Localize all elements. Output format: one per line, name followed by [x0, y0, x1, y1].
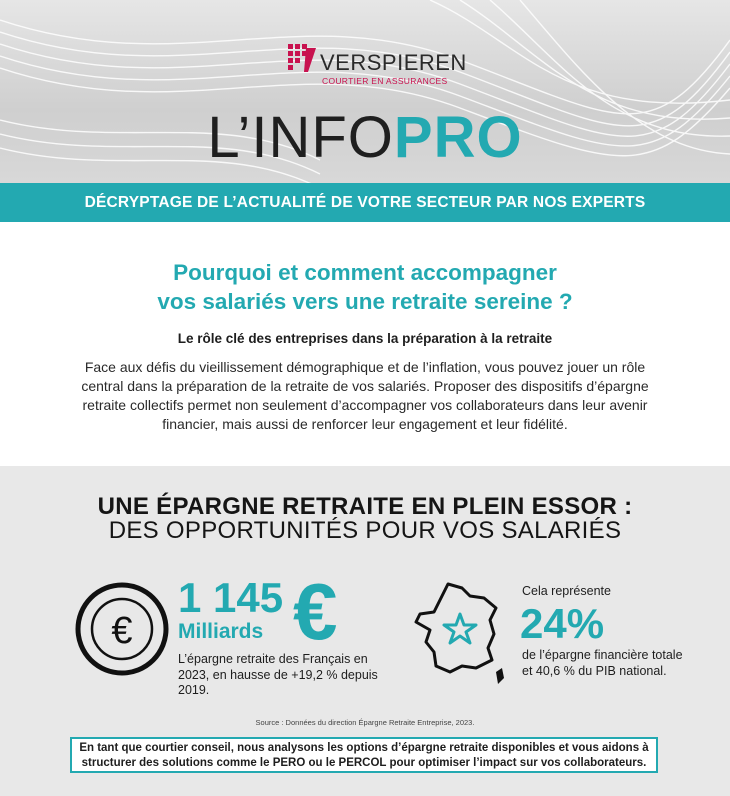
stat1-description: L’épargne retraite des Français en 2023, en hausse de +19,2 % depuis 2019. [178, 652, 378, 697]
logo-mark-icon [286, 42, 318, 74]
stat1-currency-symbol: € [293, 567, 338, 656]
verspieren-logo [286, 42, 467, 90]
svg-text:€: € [111, 610, 133, 652]
stat2-prefix: Cela représente [522, 584, 611, 598]
logo-tagline: COURTIER EN ASSURANCES [322, 76, 448, 86]
brand-title-light: L’INFO [207, 105, 394, 170]
logo-name: VERSPIEREN [320, 50, 467, 75]
advisor-callout: En tant que courtier conseil, nous analysons les options d’épargne retraite disponibles et vous aidons à structurer des solutions comme le PERO ou le PERCOL pour optimiser l’impact sur vos collaborateurs. [70, 737, 658, 773]
stat1-unit: Milliards [178, 620, 264, 643]
stat1-value: 1 145 [178, 574, 284, 621]
article-title-line-2: vos salariés vers une retraite sereine ? [157, 289, 573, 314]
article-title-line-1: Pourquoi et comment accompagner [173, 260, 557, 285]
brand-title [0, 105, 730, 170]
france-map-icon [410, 578, 510, 688]
stat2-value: 24% [520, 600, 605, 647]
article-title [0, 258, 730, 316]
article-subtitle: Le rôle clé des entreprises dans la préparation à la retraite [177, 331, 553, 346]
brand-title-bold: PRO [393, 105, 523, 170]
section-heading-bold: UNE ÉPARGNE RETRAITE EN PLEIN ESSOR : [97, 493, 633, 520]
tagline-banner: DÉCRYPTAGE DE L’ACTUALITÉ DE VOTRE SECTEUR PAR NOS EXPERTS [0, 183, 730, 222]
intro-paragraph: Face aux défis du vieillissement démographique et de l’inflation, vous pouvez jouer un rôle central dans la préparation de la retraite de vos salariés. Proposer des dispositifs d’épargne retraite collectifs permet non seulement d’accompagner vos collaborateurs dans leur avenir financier, mais aussi de renforcer leur engagement et leur fidélité. [81, 359, 649, 432]
section-heading-light: DES OPPORTUNITÉS POUR VOS SALARIÉS [108, 517, 622, 544]
euro-coin-icon [74, 581, 170, 677]
stat2-description: de l’épargne financière totale et 40,6 % du PIB national. [522, 648, 683, 678]
header [0, 0, 730, 183]
source-note: Source : Données du direction Épargne Retraite Entreprise, 2023. [255, 718, 475, 727]
